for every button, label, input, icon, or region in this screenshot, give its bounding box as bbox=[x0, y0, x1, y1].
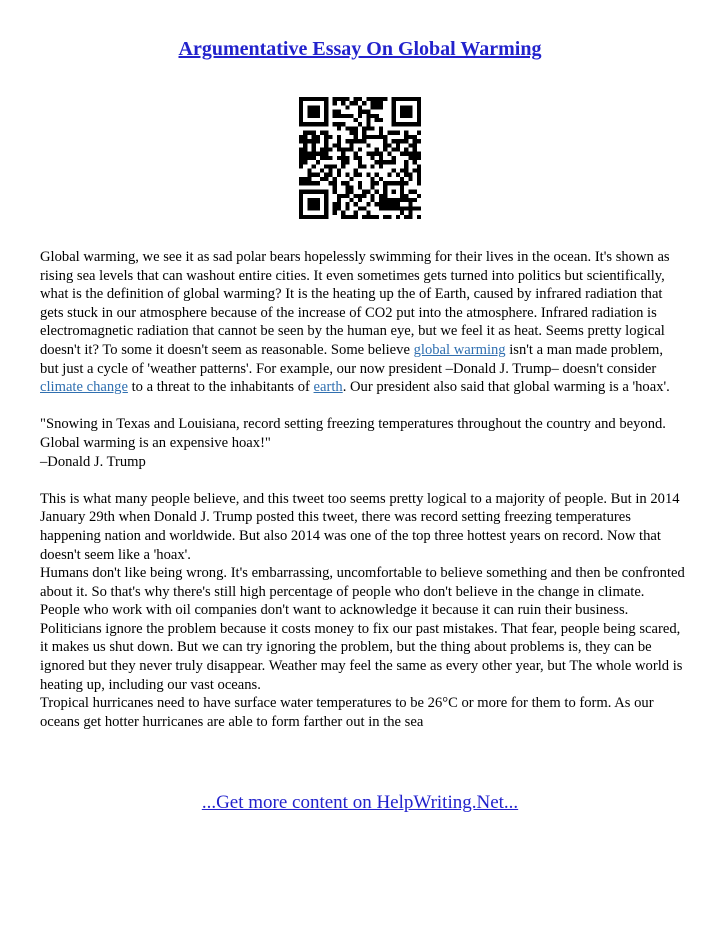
intro-text-c: to a threat to the inhabitants of bbox=[127, 379, 314, 396]
more-content-link[interactable]: ...Get more content on HelpWriting.Net... bbox=[201, 792, 519, 813]
paragraph-tweet: This is what many people believe, and this tweet too seems pretty logical to a majority of people. But in 2014 January 29th when Donald J. Trump posted this tweet, there was record setting freezing temperatures happening nation and worldwide. But also 2014 was one of the top three hottest years on record. Now that doesn't seem like a 'hoax'. bbox=[40, 490, 680, 563]
quote-line-1: "Snowing in Texas and Louisiana, record setting freezing temperatures throughout the country and beyond. bbox=[40, 416, 666, 433]
paragraph-intro bbox=[40, 248, 685, 397]
intro-text-b: isn't a man made problem, but just a cycle of 'weather patterns'. For example, our now president –Donald J. Trump– doesn't consider bbox=[40, 341, 664, 377]
intro-text-a: Global warming, we see it as sad polar bears hopelessly swimming for their lives in the ocean. It's shown as rising sea levels that can washout entire cities. It even sometimes gets turned into politics but scientifically, what is the definition of global warming? It is the heating up the of Earth, caused by infrared radiation that gets stuck in our atmosphere because of the increase of CO2 put into the atmosphere. Infrared radiation is electromagnetic radiation that cannot be seen by the human eye, but we feel it as heat. Seems pretty logical doesn't it? To some it doesn't seem as reasonable. Some believe bbox=[40, 249, 670, 358]
paragraph-hurricanes: Tropical hurricanes need to have surface water temperatures to be 26°C or more for them to form. As our oceans get hotter hurricanes are able to form farther out in the sea bbox=[40, 695, 654, 730]
qr-code-icon bbox=[299, 97, 421, 219]
essay-body bbox=[40, 248, 685, 731]
link-earth[interactable]: earth bbox=[313, 379, 343, 396]
link-global-warming[interactable]: global warming bbox=[413, 341, 506, 358]
quote-attribution: –Donald J. Trump bbox=[40, 453, 146, 470]
title-link[interactable]: Argumentative Essay On Global Warming bbox=[178, 38, 542, 60]
more-content-banner bbox=[0, 792, 720, 814]
quote-line-2: Global warming is an expensive hoax!" bbox=[40, 434, 271, 451]
page-title bbox=[0, 38, 720, 61]
paragraph-humans: Humans don't like being wrong. It's embarrassing, uncomfortable to believe something and then be confronted about it. So that's why there's still high percentage of people who don't believe in the change in climate. People who work with oil companies don't want to acknowledge it because it can ruin their business. Politicians ignore the problem because it costs money to fix our past mistakes. That fear, people being scared, it makes us shut down. But we can try ignoring the problem, but the thing about problems is, they can be ignored but they never truly disappear. Weather may feel the same as every other year, but The whole world is heating up, including our vast oceans. bbox=[40, 565, 685, 693]
intro-text-d: . Our president also said that global warming is a 'hoax'. bbox=[342, 379, 670, 396]
link-climate-change[interactable]: climate change bbox=[40, 379, 128, 396]
